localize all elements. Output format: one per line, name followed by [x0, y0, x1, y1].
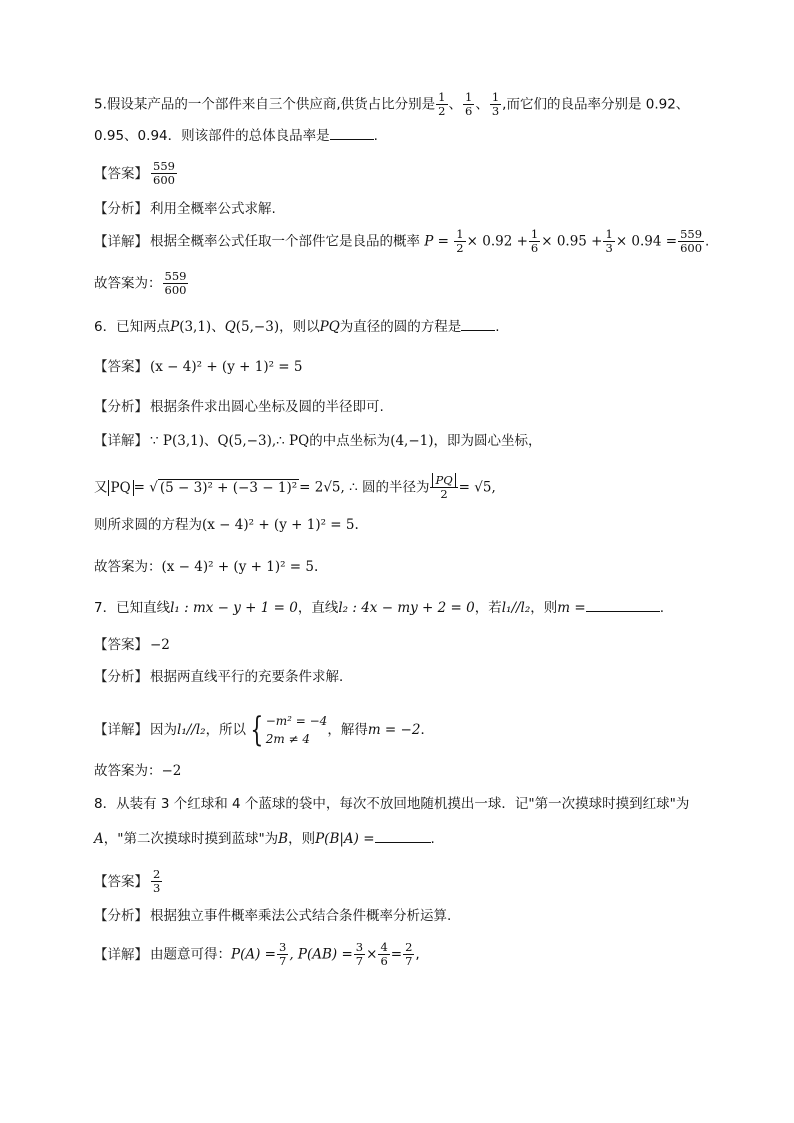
q6-detail-line3: 则所求圆的方程为(x − 4)² + (y + 1)² = 5. [94, 517, 359, 533]
q5-frac-1: $\frac{1}{2}$ [438, 90, 446, 118]
q5-conclusion: 故答案为： $\frac{559}{600}$ [94, 269, 187, 297]
q7-detail: 【详解】 因为l₁//l₂，所以 { −m² = −4 2m ≠ 4 ，解得m = −2． [94, 710, 434, 750]
q5-frac-2: $\frac{1}{6}$ [465, 90, 473, 118]
analysis-tag: 【分析】 [94, 908, 148, 924]
q6-answer: 【答案】 (x − 4)² + (y + 1)² = 5 [94, 359, 303, 375]
answer-blank [330, 127, 374, 140]
q5-answer-fraction: $\frac{559}{600}$ [153, 159, 175, 187]
q5-stem-text: 5.假设某产品的一个部件来自三个供应商,供货占比分别是 [94, 96, 436, 113]
answer-blank [586, 599, 660, 612]
q8-answer: 【答案】 $\frac{2}{3}$ [94, 867, 161, 895]
q6-analysis: 【分析】 根据条件求出圆心坐标及圆的半径即可. [94, 399, 384, 415]
q6-detail-line2: 又 PQ = √ (5 − 3)² + (−3 − 1)² = 2√5, ∴ 圆的半径为 $\frac{PQ}{2}$ = √5, [94, 473, 496, 501]
answer-tag: 【答案】 [94, 637, 148, 653]
analysis-tag: 【分析】 [94, 399, 148, 415]
q7-stem: 7．已知直线l₁ : mx − y + 1 = 0，直线l₂ : 4x − my + 2 = 0，若l₁//l₂，则m = . [94, 600, 664, 616]
q7-analysis: 【分析】 根据两直线平行的充要条件求解． [94, 669, 353, 685]
q8-detail: 【详解】 由题意可得：P(A) = $\frac{3}{7}$ , P(AB) = $\frac{3}{7}$ × $\frac{4}{6}$ = $\frac{2}{7}$ , [94, 940, 420, 968]
q5-analysis: 【分析】 利用全概率公式求解. [94, 201, 276, 217]
equation-system: { −m² = −4 2m ≠ 4 [250, 710, 328, 750]
detail-tag: 【详解】 [94, 946, 148, 963]
q6-detail-line1: 【详解】 ∵ P(3,1)、Q(5,−3),∴ PQ的中点坐标为(4,−1)，即为圆心坐标， [94, 433, 542, 449]
answer-tag: 【答案】 [94, 359, 148, 375]
detail-tag: 【详解】 [94, 433, 148, 449]
q8-stem-line2: A，"第二次摸球时摸到蓝球"为B，则P(B|A) = . [94, 831, 435, 847]
answer-blank [461, 318, 495, 331]
q5-stem-line2: 0.95、0.94．则该部件的总体良品率是 . [94, 128, 378, 144]
q5-detail: 【详解】 根据全概率公式任取一个部件它是良品的概率 P = $\frac{1}{2}$ × 0.92 + $\frac{1}{6}$ × 0.95 + $\frac{1}{3}$ × 0.94 = $\frac{559}{600}$ . [94, 227, 710, 255]
analysis-tag: 【分析】 [94, 669, 148, 685]
q8-stem-line1: 8．从装有 3 个红球和 4 个蓝球的袋中，每次不放回地随机摸出一球．记"第一次摸球时摸到红球"为 [94, 796, 690, 812]
q5-frac-3: $\frac{1}{3}$ [491, 90, 500, 118]
detail-tag: 【详解】 [94, 722, 148, 738]
q6-stem: 6．已知两点P(3,1)、Q(5,−3)，则以PQ为直径的圆的方程是 . [94, 319, 500, 335]
analysis-tag: 【分析】 [94, 201, 148, 217]
q7-answer: 【答案】 −2 [94, 637, 170, 653]
q8-analysis: 【分析】 根据独立事件概率乘法公式结合条件概率分析运算. [94, 908, 452, 924]
answer-tag: 【答案】 [94, 873, 148, 890]
detail-tag: 【详解】 [94, 233, 148, 250]
q6-conclusion: 故答案为：(x − 4)² + (y + 1)² = 5. [94, 559, 319, 575]
q7-conclusion: 故答案为：−2 [94, 763, 182, 779]
answer-blank [375, 830, 431, 843]
answer-tag: 【答案】 [94, 165, 148, 182]
q5-answer [94, 160, 178, 187]
q5-stem-line1: 5.假设某产品的一个部件来自三个供应商,供货占比分别是 $\frac{1}{2}$ 、 $\frac{1}{6}$ 、 $\frac{1}{3}$ ,而它们的良品率分别是 0.92、 [94, 90, 690, 118]
